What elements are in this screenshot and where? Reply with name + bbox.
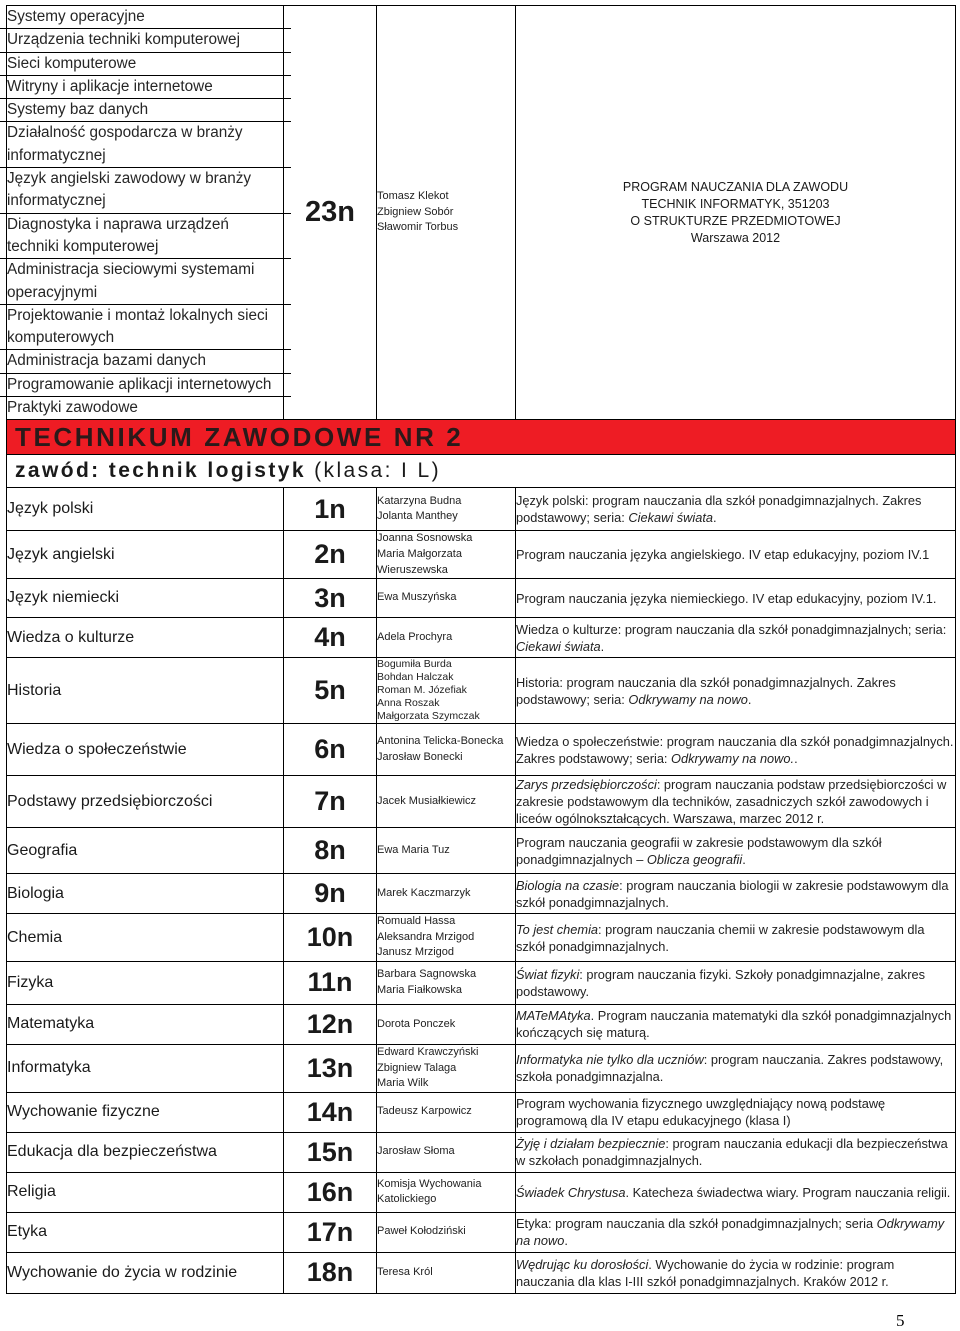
program-description: [516, 914, 956, 962]
program-text: .: [600, 638, 605, 654]
program-title-italic: Informatyka nie tylko dla uczniów: [516, 1052, 704, 1068]
teacher-name: Jarosław Bonecki: [377, 750, 463, 763]
program-description: [516, 724, 956, 776]
subject-row: [7, 1132, 956, 1172]
program-description: [516, 828, 956, 874]
program-text: Program nauczania języka niemieckiego. IV etap edukacyjny, poziom IV.1.: [516, 590, 937, 606]
program-title-italic: Ciekawi świata: [516, 638, 601, 654]
subject-row: [7, 1004, 956, 1044]
program-text: Program wychowania fizycznego uwzględniający nową podstawę programową dla IV etapu edukacyjnego (klasa I): [516, 1096, 886, 1129]
teachers-cell: [377, 618, 516, 658]
subject-row: [7, 1044, 956, 1092]
teachers-cell: [377, 1172, 516, 1212]
subject-code: 9n: [284, 874, 377, 914]
program-description: [516, 531, 956, 579]
subject-code: 1n: [284, 488, 377, 531]
subject-row: [7, 874, 956, 914]
subject-name: Język niemiecki: [7, 579, 284, 618]
subject-item: Programowanie aplikacji internetowych: [0, 374, 291, 397]
program-description: [516, 488, 956, 531]
subject-row: [7, 618, 956, 658]
program-text: Etyka: program nauczania dla szkół ponadgimnazjalnych; seria: [516, 1216, 877, 1232]
subject-code: 10n: [284, 914, 377, 962]
profession-row: [7, 455, 956, 488]
teacher-name: Antonina Telicka-Bonecka: [377, 735, 504, 748]
teachers-cell: [377, 1252, 516, 1293]
subject-row: [7, 1172, 956, 1212]
teachers-cell: [377, 1212, 516, 1252]
subject-row: [7, 1092, 956, 1132]
curriculum-table: [6, 5, 956, 1294]
subject-code: 4n: [284, 618, 377, 658]
teacher-name: Paweł Kołodziński: [377, 1225, 466, 1238]
program-description: [516, 658, 956, 724]
teacher-name: Ewa Muszyńska: [377, 591, 457, 604]
teacher-name: Edward Krawczyński: [377, 1045, 479, 1058]
teachers-cell: [377, 724, 516, 776]
subject-name: Wiedza o społeczeństwie: [7, 724, 284, 776]
subject-name: Matematyka: [7, 1004, 284, 1044]
program-description: [516, 1172, 956, 1212]
subject-item: Administracja sieciowymi systemami operacyjnymi: [0, 259, 291, 305]
teachers-cell: [377, 531, 516, 579]
program-description: [516, 776, 956, 828]
teachers-cell: [377, 914, 516, 962]
subject-row: [7, 776, 956, 828]
program-text: .: [742, 851, 746, 867]
subject-name: Język polski: [7, 488, 284, 531]
program-description: [516, 1092, 956, 1132]
program-text: : program nauczania biologii w zakresie podstawowym dla szkół ponadgimnazjalnych.: [516, 877, 949, 910]
subject-name: Informatyka: [7, 1044, 284, 1092]
subject-row: [7, 724, 956, 776]
teacher-name: Sławomir Torbus: [377, 221, 459, 234]
program-text: Wiedza o kulturze: program nauczania dla szkół ponadgimnazjalnych; seria:: [516, 621, 947, 637]
subject-code: 6n: [284, 724, 377, 776]
subject-code: 12n: [284, 1004, 377, 1044]
teacher-name: Roman M. Józefiak: [377, 684, 467, 697]
teacher-name: Adela Prochyra: [377, 630, 453, 643]
program-text: .: [713, 510, 717, 526]
teacher-name: Katarzyna Budna: [377, 494, 462, 507]
program-text: .: [794, 750, 798, 766]
program-text: Historia: program nauczania dla szkół ponadgimnazjalnych. Zakres podstawowy; seria:: [516, 674, 896, 707]
program-description: [516, 874, 956, 914]
subject-code: 8n: [284, 828, 377, 874]
program-description: [516, 1252, 956, 1293]
subject-code: 11n: [284, 961, 377, 1004]
teacher-name: Joanna Sosnowska: [377, 532, 473, 545]
program-line: TECHNIK INFORMATYK, 351203: [641, 196, 830, 211]
subject-code: 14n: [284, 1092, 377, 1132]
subject-name: Język angielski: [7, 531, 284, 579]
program-text: .: [747, 691, 752, 707]
teachers-cell: [377, 658, 516, 724]
program-text: .: [564, 1233, 568, 1249]
teacher-name: Małgorzata Szymczak: [377, 710, 480, 723]
subject-row: [7, 658, 956, 724]
teachers-cell: [377, 1132, 516, 1172]
subject-name: Historia: [7, 658, 284, 724]
program-text: Program nauczania geografii w zakresie podstawowym dla szkół ponadgimnazjalnych –: [516, 834, 882, 867]
program-text: Język polski: program nauczania dla szkół ponadgimnazjalnych. Zakres podstawowy; seria:: [516, 493, 922, 526]
it-row: [7, 6, 956, 420]
program-text: Wiedza o społeczeństwie: program nauczania dla szkół ponadgimnazjalnych. Zakres podstawowy; seria:: [516, 733, 954, 766]
program-title-italic: Oblicza geografii: [646, 851, 743, 867]
teacher-name: Zbigniew Sobór: [377, 205, 454, 218]
subject-item: Administracja bazami danych: [0, 350, 291, 373]
teacher-name: Romuald Hassa: [377, 915, 456, 928]
program-description: [516, 1004, 956, 1044]
teacher-name: Bogumiła Burda: [377, 658, 452, 671]
program-text: . Katecheza świadectwa wiary. Program nauczania religii.: [625, 1184, 951, 1200]
profession-title: [7, 455, 956, 488]
subject-item: Język angielski zawodowy w branży informatycznej: [0, 168, 291, 214]
program-line: O STRUKTURZE PRZEDMIOTOWEJ: [630, 213, 841, 228]
teacher-name: Marek Kaczmarzyk: [377, 886, 471, 899]
program-description: [516, 1044, 956, 1092]
program-text: : program nauczania. Zakres podstawowy, szkoła ponadgimnazjalna.: [516, 1052, 944, 1085]
teacher-name: Jarosław Słoma: [377, 1145, 455, 1158]
subject-row: [7, 914, 956, 962]
subject-row: [7, 828, 956, 874]
subject-name: Wychowanie do życia w rodzinie: [7, 1252, 284, 1293]
subject-name: Edukacja dla bezpieczeństwa: [7, 1132, 284, 1172]
program-text: : program nauczania fizyki. Szkoły ponadgimnazjalne, zakres podstawowy.: [516, 966, 925, 999]
subject-code: 18n: [284, 1252, 377, 1293]
program-title-italic: Biologia na czasie: [516, 877, 620, 893]
subject-name: Podstawy przedsiębiorczości: [7, 776, 284, 828]
subject-code: 15n: [284, 1132, 377, 1172]
program-line: Warszawa 2012: [690, 230, 781, 245]
subject-item: Sieci komputerowe: [0, 53, 291, 76]
program-title-italic: Świat fizyki: [516, 966, 580, 982]
subject-item: Systemy operacyjne: [0, 6, 291, 29]
subject-code: 5n: [284, 658, 377, 724]
subject-row: [7, 961, 956, 1004]
program-title-italic: Ciekawi świata: [628, 510, 714, 526]
program-title-italic: Wędrując ku dorosłości: [516, 1256, 649, 1272]
program-title-italic: Odkrywamy na nowo: [516, 1216, 945, 1249]
teacher-name: Tadeusz Karpowicz: [377, 1105, 472, 1118]
teachers-cell: [377, 961, 516, 1004]
teachers-cell: [377, 874, 516, 914]
teachers-cell: [377, 828, 516, 874]
program-title-italic: Odkrywamy na nowo: [628, 691, 748, 707]
teacher-name: Maria Wilk: [377, 1077, 429, 1090]
program-description: [516, 961, 956, 1004]
program-text: : program nauczania podstaw przedsiębiorczości w zakresie podstawowym dla techników, zasadniczych szkół zawodowych i liceów ogólnokształcących. Warszawa, marzec 2012 r.: [516, 777, 947, 827]
teacher-name: Maria Fiałkowska: [377, 983, 462, 996]
program-description: [516, 1132, 956, 1172]
profession-bold: zawód: technik logistyk: [15, 459, 306, 483]
teachers-cell: [377, 1044, 516, 1092]
teachers-cell: [377, 776, 516, 828]
subject-item: Działalność gospodarcza w branży informatycznej: [0, 122, 291, 168]
school-title: TECHNIKUM ZAWODOWE NR 2: [7, 420, 956, 455]
subject-item: Projektowanie i montaż lokalnych sieci komputerowych: [0, 305, 291, 351]
program-text: : program nauczania edukacji dla bezpieczeństwa w szkołach ponadgimnazjalnych.: [516, 1136, 948, 1169]
subject-name: Religia: [7, 1172, 284, 1212]
subject-row: [7, 579, 956, 618]
subject-row: [7, 1252, 956, 1293]
it-teachers: [377, 6, 516, 420]
teacher-name: Zbigniew Talaga: [377, 1061, 457, 1074]
teacher-name: Barbara Sagnowska: [377, 968, 477, 981]
subject-code: 7n: [284, 776, 377, 828]
program-title-italic: Odkrywamy na nowo.: [671, 750, 795, 766]
teacher-name: Teresa Król: [377, 1265, 433, 1278]
profession-class: (klasa: I L): [305, 459, 441, 483]
subject-row: [7, 488, 956, 531]
program-title-italic: Świadek Chrystusa: [516, 1184, 626, 1200]
program-line: PROGRAM NAUCZANIA DLA ZAWODU: [622, 179, 849, 194]
teacher-name: Komisja Wychowania Katolickiego: [377, 1177, 482, 1206]
teacher-name: Dorota Ponczek: [377, 1017, 456, 1030]
teachers-cell: [377, 579, 516, 618]
program-text: : program nauczania chemii w zakresie podstawowym dla szkół ponadgimnazjalnych.: [516, 921, 925, 954]
program-title-italic: Żyję i działam bezpiecznie: [516, 1136, 666, 1152]
subject-row: [7, 1212, 956, 1252]
subject-code: 16n: [284, 1172, 377, 1212]
teachers-cell: [377, 488, 516, 531]
subject-row: [7, 531, 956, 579]
teacher-name: Tomasz Klekot: [377, 190, 449, 203]
subject-item: Witryny i aplikacje internetowe: [0, 76, 291, 99]
teacher-name: Anna Roszak: [377, 697, 440, 710]
subject-code: 17n: [284, 1212, 377, 1252]
teacher-name: Aleksandra Mrzigod: [377, 930, 475, 943]
program-text: . Program nauczania matematyki dla szkół ponadgimnazjalnych kończących się maturą.: [516, 1008, 952, 1041]
subject-item: Praktyki zawodowe: [7, 399, 138, 417]
program-title-italic: Zarys przedsiębiorczości: [516, 777, 657, 793]
program-description: [516, 1212, 956, 1252]
subject-name: Geografia: [7, 828, 284, 874]
teacher-name: Ewa Maria Tuz: [377, 843, 450, 856]
teacher-name: Janusz Mrzigod: [377, 946, 455, 959]
subject-code: 3n: [284, 579, 377, 618]
teacher-name: Jolanta Manthey: [377, 510, 458, 523]
teachers-cell: [377, 1004, 516, 1044]
subject-item: Urządzenia techniki komputerowej: [0, 29, 291, 52]
it-subjects-list: [7, 6, 284, 420]
subject-name: Wychowanie fizyczne: [7, 1092, 284, 1132]
program-description: [516, 618, 956, 658]
it-program: [516, 6, 956, 420]
program-title-italic: MATeMAtyka: [516, 1008, 591, 1024]
program-text: . Wychowanie do życia w rodzinie: program nauczania dla klas I-III szkół ponadgimnazjalnych. Kraków 2012 r.: [516, 1256, 895, 1289]
subject-item: Systemy baz danych: [0, 99, 291, 122]
it-code: 23n: [284, 6, 377, 420]
teachers-cell: [377, 1092, 516, 1132]
program-text: Program nauczania języka angielskiego. IV etap edukacyjny, poziom IV.1: [516, 547, 930, 563]
subject-name: Wiedza o kulturze: [7, 618, 284, 658]
subject-name: Etyka: [7, 1212, 284, 1252]
teacher-name: Bohdan Halczak: [377, 671, 454, 684]
teacher-name: Jacek Musiałkiewicz: [377, 794, 477, 807]
subject-name: Fizyka: [7, 961, 284, 1004]
page-number: 5: [896, 1311, 905, 1330]
school-title-row: [7, 420, 956, 455]
subject-item: Diagnostyka i naprawa urządzeń techniki komputerowej: [0, 214, 291, 260]
subject-code: 2n: [284, 531, 377, 579]
subject-name: Chemia: [7, 914, 284, 962]
program-description: [516, 579, 956, 618]
program-title-italic: To jest chemia: [516, 921, 599, 937]
subject-code: 13n: [284, 1044, 377, 1092]
subject-name: Biologia: [7, 874, 284, 914]
teacher-name: Maria Małgorzata Wieruszewska: [377, 547, 462, 576]
